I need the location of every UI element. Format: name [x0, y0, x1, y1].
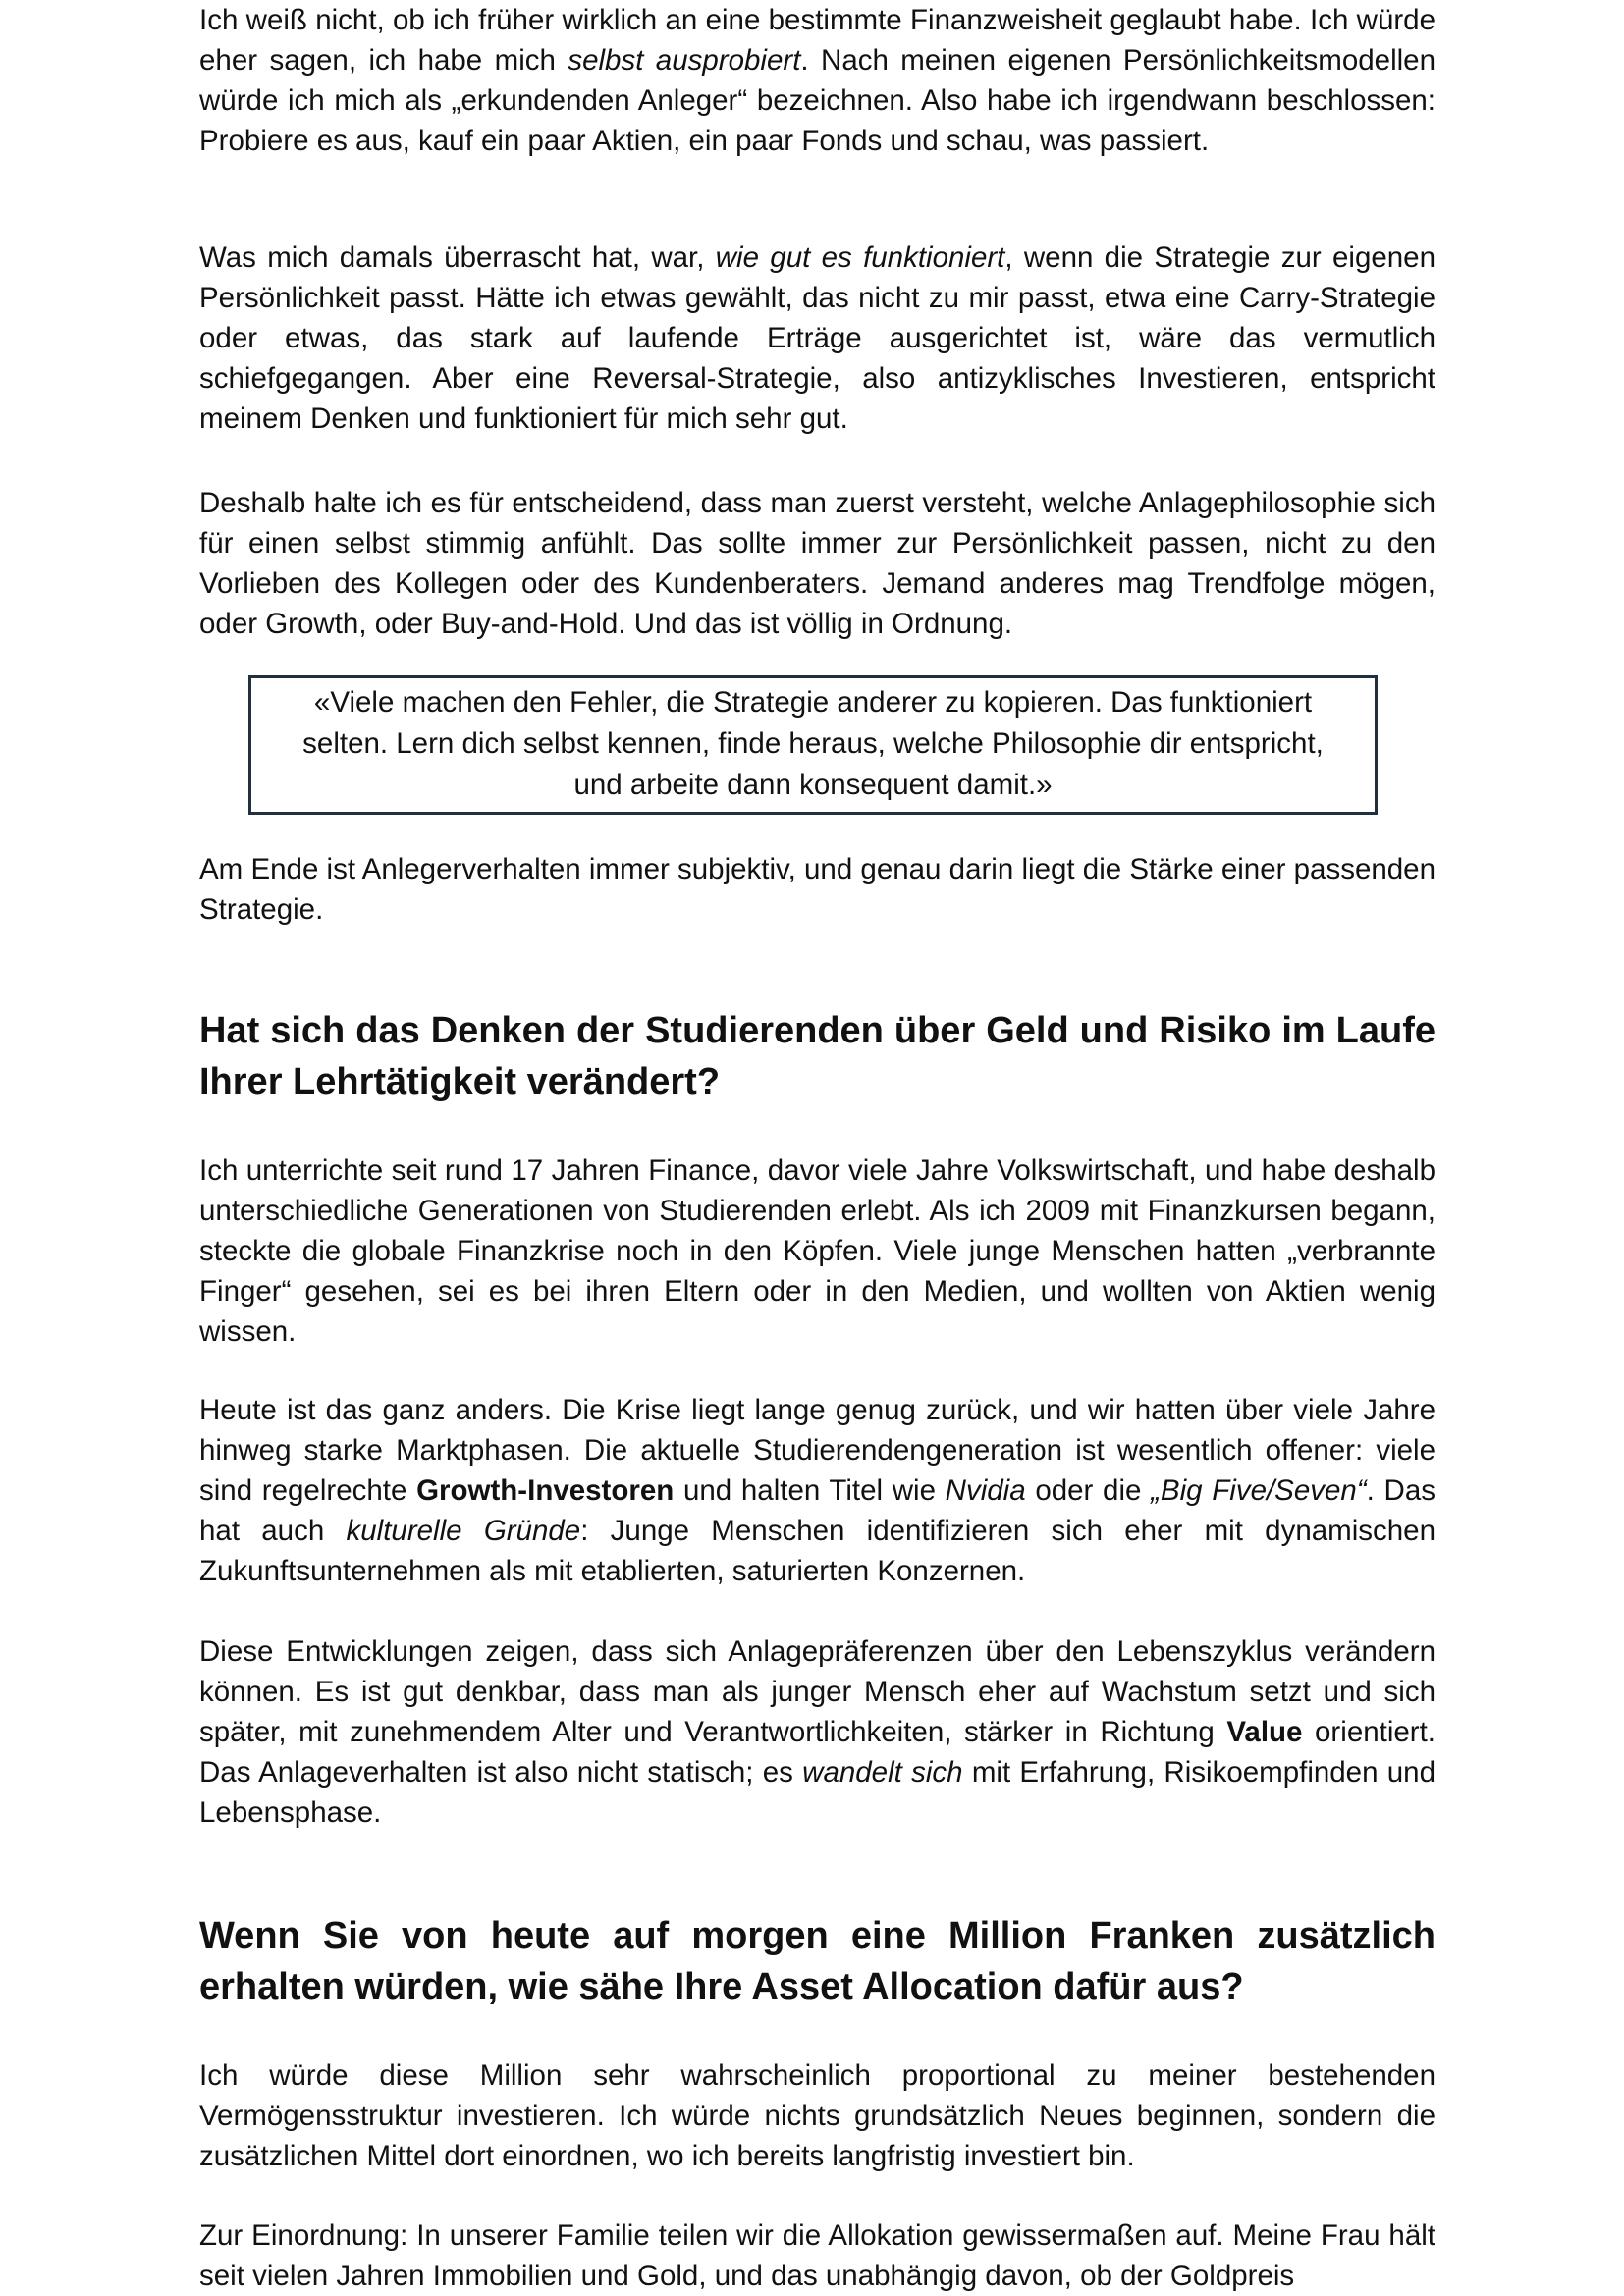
- text-span: . Das hat auch: [199, 1474, 1435, 1547]
- emphasis-text: Nvidia: [945, 1474, 1026, 1507]
- text-span: Heute ist das ganz anders. Die Krise liegt lange genug zurück, und wir hatten über viele Jahre hinweg starke Marktphasen. Die aktuelle Studierendengeneration ist wesentlich offener: viele sind regelrechte: [199, 1394, 1435, 1507]
- emphasis-text: wandelt sich: [802, 1756, 963, 1789]
- emphasis-text: „Big Five/Seven“: [1151, 1474, 1367, 1507]
- paragraph-3: Deshalb halte ich es für entscheidend, dass man zuerst versteht, welche Anlagephilosophie sich für einen selbst stimmig anfühlt. Das sollte immer zur Persönlichkeit passen, nicht zu den Vorlieben des Kollegen oder des Kundenberaters. Jemand anderes mag Trendfolge mögen, oder Growth, oder Buy-and-Hold. Und das ist völlig in Ordnung.: [199, 487, 1435, 640]
- text-span: , wenn die Strategie zur eigenen Persönlichkeit passt. Hätte ich etwas gewählt, das nicht zu mir passt, etwa eine Carry-Strategie oder etwas, das stark auf laufende Erträge ausgerichtet ist, wäre das vermutlich schiefgegangen. Aber eine Reversal-Strategie, also antizyklisches Investieren, entspricht meinem Denken und funktioniert für mich sehr gut.: [199, 241, 1435, 435]
- paragraph-8: Ich würde diese Million sehr wahrscheinlich proportional zu meiner bestehenden Vermögensstruktur investieren. Ich würde nichts grundsätzlich Neues beginnen, sondern die zusätzlichen Mittel dort einordnen, wo ich bereits langfristig investiert bin.: [199, 2059, 1435, 2172]
- paragraph-1: [199, 0, 1435, 161]
- text-span: oder die: [1025, 1474, 1152, 1507]
- text-span: orientiert. Das Anlageverhalten ist also nicht statisch; es: [199, 1716, 1435, 1789]
- text-span: mit Erfahrung, Risikoempfinden und Lebensphase.: [199, 1756, 1435, 1829]
- pull-quote-text: «Viele machen den Fehler, die Strategie anderer zu kopieren. Das funktioniert selten. Lern dich selbst kennen, finde heraus, welche Philosophie dir entspricht, und arbeite dann konsequent damit.»: [302, 686, 1324, 801]
- paragraph-6: [199, 1390, 1435, 1591]
- text-span: Ich weiß nicht, ob ich früher wirklich an eine bestimmte Finanzweisheit geglaubt habe. Ich würde eher sagen, ich habe mich: [199, 4, 1435, 77]
- emphasis-text: selbst ausprobiert: [568, 44, 801, 77]
- paragraph-2: [199, 238, 1435, 439]
- bold-text: Growth-Investoren: [416, 1474, 675, 1507]
- paragraph-7: [199, 1631, 1435, 1833]
- text-span: und halten Titel wie: [674, 1474, 946, 1507]
- emphasis-text: kulturelle Gründe: [346, 1515, 581, 1547]
- paragraph-9: Zur Einordnung: In unserer Familie teilen wir die Allokation gewissermaßen auf. Meine Frau hält seit vielen Jahren Immobilien und Gold, und das unabhängig davon, ob der Goldpreis: [199, 2219, 1435, 2292]
- text-span: Was mich damals überrascht hat, war,: [199, 241, 716, 274]
- text-span: : Junge Menschen identifizieren sich eher mit dynamischen Zukunftsunternehmen als mit etablierten, saturierten Konzernen.: [199, 1515, 1435, 1587]
- paragraph-4: Am Ende ist Anlegerverhalten immer subjektiv, und genau darin liegt die Stärke einer passenden Strategie.: [199, 853, 1435, 926]
- text-span: Diese Entwicklungen zeigen, dass sich Anlagepräferenzen über den Lebenszyklus verändern können. Es ist gut denkbar, dass man als junger Mensch eher auf Wachstum setzt und sich später, mit zunehmendem Alter und Verantwortlichkeiten, stärker in Richtung: [199, 1635, 1435, 1748]
- paragraph-5: Ich unterrichte seit rund 17 Jahren Finance, davor viele Jahre Volkswirtschaft, und habe deshalb unterschiedliche Generationen von Studierenden erlebt. Als ich 2009 mit Finanzkursen begann, steckte die globale Finanzkrise noch in den Köpfen. Viele junge Menschen hatten „verbrannte Finger“ gesehen, sei es bei ihren Eltern oder in den Medien, und wollten von Aktien wenig wissen.: [199, 1154, 1435, 1348]
- pull-quote-box: [248, 675, 1378, 815]
- section-heading-2: Wenn Sie von heute auf morgen eine Million Franken zusätzlich erhalten würden, wie sähe Ihre Asset Allocation dafür aus?: [199, 1915, 1435, 2007]
- emphasis-text: wie gut es funktioniert: [715, 241, 1005, 274]
- text-span: . Nach meinen eigenen Persönlichkeitsmodellen würde ich mich als „erkundenden Anleger“ bezeichnen. Also habe ich irgendwann beschlossen: Probiere es aus, kauf ein paar Aktien, ein paar Fonds und schau, was passiert.: [199, 44, 1435, 157]
- section-heading-1: Hat sich das Denken der Studierenden über Geld und Risiko im Laufe Ihrer Lehrtätigkeit verändert?: [199, 1010, 1435, 1102]
- bold-text: Value: [1226, 1716, 1303, 1748]
